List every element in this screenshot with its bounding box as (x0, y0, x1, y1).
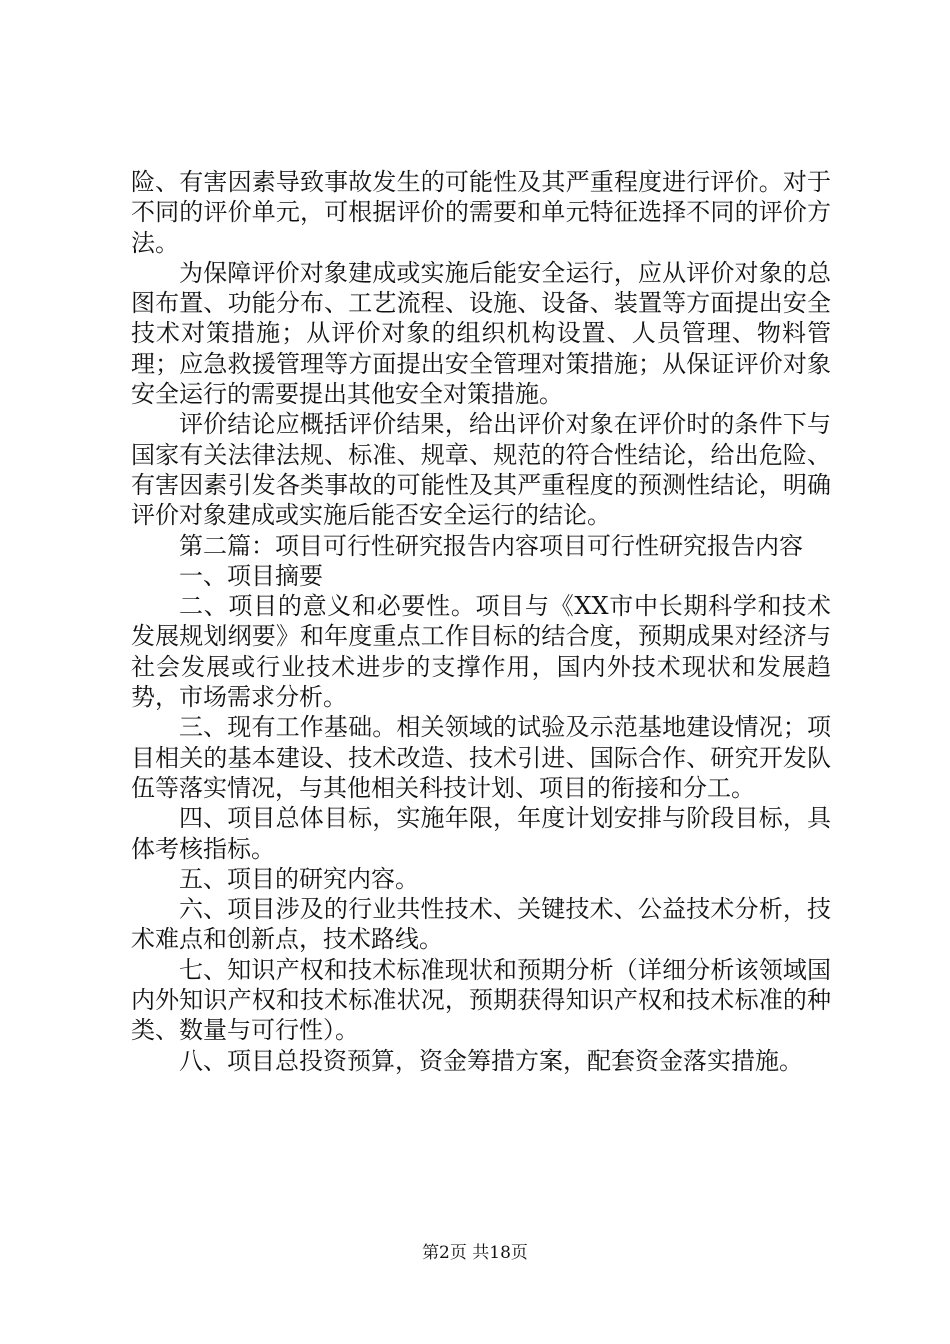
list-item-1: 一、项目摘要 (179, 561, 323, 590)
list-item-5: 五、项目的研究内容。 (179, 864, 419, 893)
section-heading-part-two: 第二篇：项目可行性研究报告内容项目可行性研究报告内容 (179, 531, 803, 560)
paragraph-2: 为保障评价对象建成或实施后能安全运行，应从评价对象的总图布置、功能分布、工艺流程、设施、设备、装置等方面提出安全技术对策措施；从评价对象的组织机构设置、人员管理、物料管理；应急救援管理等方面提出安全管理对策措施；从保证评价对象安全运行的需要提出其他安全对策措施。 (131, 258, 831, 409)
paragraph-1: 险、有害因素导致事故发生的可能性及其严重程度进行评价。对于不同的评价单元，可根据评价的需要和单元特征选择不同的评价方法。 (131, 168, 831, 257)
page-footer: 第2页 共18页 (422, 1243, 528, 1263)
list-item-3: 三、现有工作基础。相关领域的试验及示范基地建设情况；项目相关的基本建设、技术改造、技术引进、国际合作、研究开发队伍等落实情况，与其他相关科技计划、项目的衔接和分工。 (131, 713, 831, 802)
list-item-7: 七、知识产权和技术标准现状和预期分析（详细分析该领域国内外知识产权和技术标准状况，预期获得知识产权和技术标准的种类、数量与可行性）。 (131, 955, 831, 1045)
paragraph-3: 评价结论应概括评价结果，给出评价对象在评价时的条件下与国家有关法律法规、标准、规章、规范的符合性结论，给出危险、有害因素引发各类事故的可能性及其严重程度的预测性结论，明确评价对象建成或实施后能否安全运行的结论。 (131, 410, 831, 530)
document-body (131, 167, 831, 1076)
list-item-6: 六、项目涉及的行业共性技术、关键技术、公益技术分析，技术难点和创新点，技术路线。 (131, 895, 831, 954)
list-item-2: 二、项目的意义和必要性。项目与《XX市中长期科学和技术发展规划纲要》和年度重点工作目标的结合度，预期成果对经济与社会发展或行业技术进步的支撑作用，国内外技术现状和发展趋势，市场需求分析。 (131, 592, 831, 712)
list-item-8: 八、项目总投资预算，资金筹措方案，配套资金落实措施。 (179, 1046, 803, 1075)
list-item-4: 四、项目总体目标，实施年限，年度计划安排与阶段目标，具体考核指标。 (131, 804, 831, 863)
